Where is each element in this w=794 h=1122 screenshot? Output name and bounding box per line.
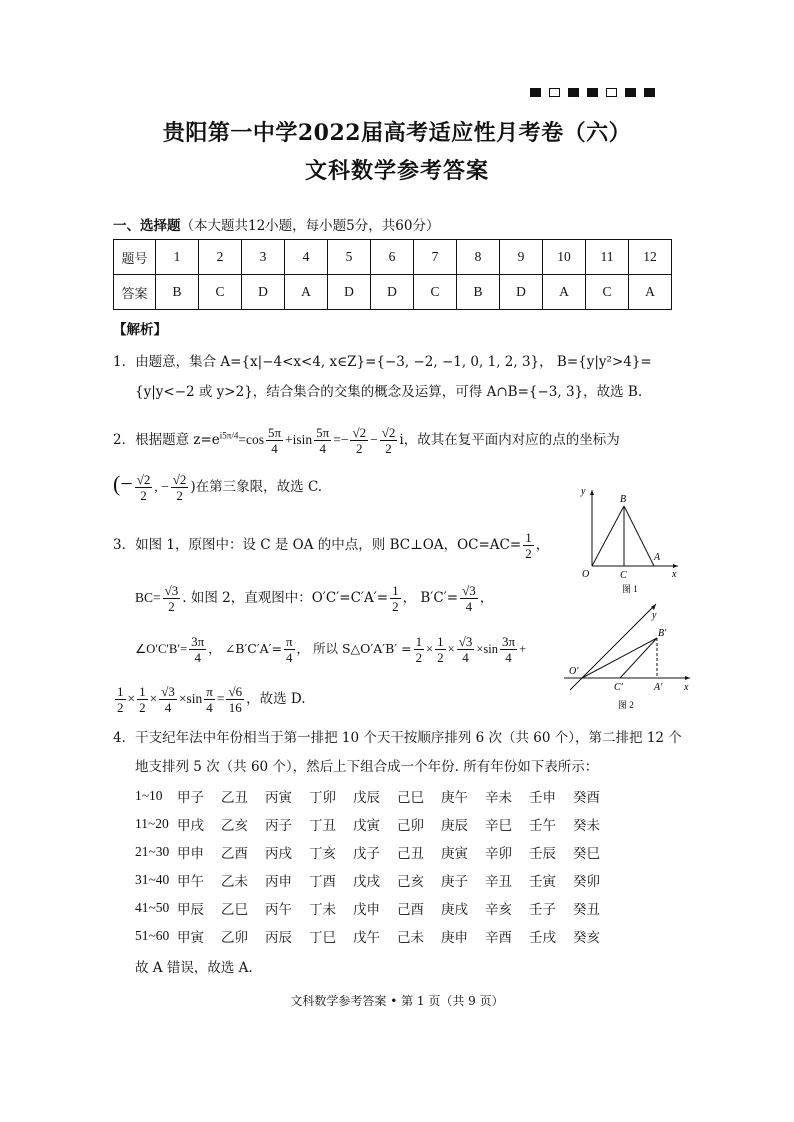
fig1-y-arrow — [590, 490, 594, 495]
fig1-label-a: A — [654, 552, 661, 563]
fraction — [266, 425, 283, 456]
ganzhi-item: 癸亥 — [573, 930, 600, 946]
answer-table-header-row — [114, 240, 672, 275]
q3-text: ， ∠B′C′A′= — [208, 641, 282, 656]
ganzhi-range: 11~20 — [135, 816, 169, 831]
ganzhi-item: 癸卯 — [573, 874, 600, 890]
answer-cell: D — [328, 275, 371, 310]
ganzhi-item: 壬寅 — [529, 874, 556, 890]
q3-text: = — [216, 691, 225, 706]
header-mark-square — [587, 88, 598, 97]
frac-den: 2 — [176, 488, 183, 503]
frac-den: 2 — [415, 650, 423, 665]
frac-den: 16 — [228, 700, 242, 715]
frac-den: 4 — [462, 650, 469, 665]
fraction — [500, 634, 517, 665]
question-number-cell: 7 — [414, 240, 457, 275]
frac-num: 3π — [191, 634, 205, 649]
q3-text: ， 所以 S△O′A′B′ = — [296, 641, 412, 656]
fig1-x-arrow — [673, 564, 678, 568]
question-number-cell: 8 — [457, 240, 500, 275]
fraction — [457, 634, 475, 665]
ganzhi-item: 己酉 — [397, 902, 424, 918]
frac-num: √3 — [458, 634, 473, 649]
ganzhi-item: 丙戌 — [265, 846, 292, 862]
ganzhi-range: 51~60 — [135, 928, 170, 943]
ganzhi-item: 戊子 — [353, 846, 380, 862]
question-number-cell: 6 — [371, 240, 414, 275]
fraction — [314, 425, 331, 456]
ganzhi-row — [135, 838, 617, 866]
ganzhi-item: 己亥 — [397, 874, 424, 890]
frac-den: 4 — [206, 700, 213, 715]
fig1-segment-ob — [592, 506, 624, 566]
ganzhi-item: 庚午 — [441, 790, 468, 806]
ganzhi-item: 丁巳 — [309, 930, 336, 946]
q3-text: ， B′C′= — [402, 590, 459, 606]
frac-num: √2 — [172, 472, 187, 487]
ganzhi-item: 甲戌 — [177, 818, 204, 834]
ganzhi-item: 庚戌 — [441, 902, 468, 918]
ganzhi-item: 癸未 — [573, 818, 600, 834]
figure-1 — [572, 480, 692, 595]
q3-line3 — [135, 634, 526, 665]
frac-den: 2 — [392, 599, 399, 614]
frac-den: 4 — [319, 441, 326, 456]
q3-line1 — [113, 530, 549, 561]
ganzhi-item: 丁卯 — [309, 790, 336, 806]
ganzhi-item: 戊戌 — [353, 874, 380, 890]
answer-table-row-label: 题号 — [114, 240, 156, 275]
q2-text: +isin — [285, 432, 313, 447]
fig2-label-y: y — [652, 610, 657, 621]
fraction — [380, 425, 398, 456]
fig1-label-o: O — [582, 569, 590, 580]
figure-2 — [560, 598, 695, 713]
answer-cell: C — [199, 275, 242, 310]
ganzhi-item: 乙巳 — [221, 902, 248, 918]
q4-conclusion: 故 A 错误，故选 A. — [135, 960, 253, 976]
section-note: （本大题共12小题，每小题5分，共60分） — [180, 218, 440, 234]
answer-table-row-label: 答案 — [114, 275, 156, 310]
ganzhi-item: 甲申 — [177, 846, 204, 862]
answer-table — [113, 239, 672, 310]
ganzhi-item: 戊申 — [353, 902, 380, 918]
ganzhi-item: 戊辰 — [353, 790, 380, 806]
answer-cell: C — [586, 275, 629, 310]
frac-num: √3 — [462, 583, 476, 598]
answer-cell: B — [457, 275, 500, 310]
ganzhi-item: 丁未 — [309, 902, 336, 918]
ganzhi-item: 庚申 — [441, 930, 468, 946]
ganzhi-item: 乙丑 — [221, 790, 248, 806]
q2-text: =− — [333, 432, 349, 447]
ganzhi-item: 戊午 — [353, 930, 380, 946]
ganzhi-item: 甲辰 — [177, 902, 204, 918]
frac-num: √3 — [161, 684, 175, 699]
q3-text: × — [447, 642, 455, 656]
ganzhi-item: 壬子 — [529, 902, 556, 918]
header-mark-square — [625, 88, 636, 97]
ganzhi-item: 乙酉 — [221, 846, 248, 862]
ganzhi-item: 己巳 — [397, 790, 424, 806]
frac-num: π — [285, 634, 293, 649]
answer-cell: A — [285, 275, 328, 310]
fig1-label-b: B — [620, 494, 627, 505]
question-number-cell: 5 — [328, 240, 371, 275]
ganzhi-item: 丙寅 — [265, 790, 292, 806]
q2-text: =cos — [238, 432, 264, 447]
fraction — [137, 684, 148, 715]
fig2-segment-ob — [582, 638, 657, 678]
q2-text: , − — [154, 479, 169, 494]
fig1-label-y: y — [581, 486, 586, 497]
ganzhi-item: 丙申 — [265, 874, 292, 890]
frac-den: 2 — [139, 700, 146, 715]
fraction — [163, 583, 181, 614]
ganzhi-item: 癸酉 — [573, 790, 600, 806]
question-number-cell: 3 — [242, 240, 285, 275]
ganzhi-item: 辛巳 — [485, 818, 512, 834]
ganzhi-item: 辛未 — [485, 790, 512, 806]
q4-line2: 地支排列 5 次（共 60 个），然后上下组合成一个年份. 所有年份如下表所示： — [135, 759, 599, 775]
q1-line2: {y|y<−2 或 y>2}，结合集合的交集的概念及运算，可得 A∩B={−3, 3}，故选 B. — [135, 384, 643, 400]
answer-cell: A — [543, 275, 586, 310]
frac-den: 4 — [271, 441, 278, 456]
answer-cell: D — [242, 275, 285, 310]
fraction — [189, 634, 206, 665]
q3-text: ∠O′C′B′= — [135, 642, 188, 656]
ganzhi-item: 丙子 — [265, 818, 292, 834]
frac-den: 4 — [505, 650, 512, 665]
ganzhi-item: 己未 — [397, 930, 424, 946]
frac-num: π — [206, 684, 213, 699]
ganzhi-item: 乙亥 — [221, 818, 248, 834]
ganzhi-row — [135, 922, 617, 950]
frac-den: 2 — [140, 488, 147, 503]
fraction — [135, 472, 153, 503]
ganzhi-item: 戊寅 — [353, 818, 380, 834]
fig1-segment-ba — [624, 506, 654, 566]
ganzhi-item: 丁亥 — [309, 846, 336, 862]
q2-text: )在第三象限，故选 C. — [190, 479, 323, 495]
q3-line4 — [113, 684, 306, 715]
q2-text: − — [370, 432, 378, 447]
header-mark-square — [549, 88, 560, 97]
answer-cell: D — [371, 275, 414, 310]
ganzhi-item: 辛酉 — [485, 930, 512, 946]
fraction — [159, 684, 177, 715]
question-number-cell: 4 — [285, 240, 328, 275]
fraction — [171, 472, 189, 503]
q2-text: i，故其在复平面内对应的点的坐标为 — [399, 432, 620, 448]
ganzhi-item: 壬戌 — [529, 930, 556, 946]
answer-table-answer-row — [114, 275, 672, 310]
frac-num: 3π — [502, 634, 516, 649]
ganzhi-item: 庚寅 — [441, 846, 468, 862]
header-mark-square — [568, 88, 579, 97]
fig1-caption: 图 1 — [622, 584, 638, 594]
frac-num: 1 — [139, 684, 146, 699]
ganzhi-row — [135, 894, 617, 922]
frac-num: 1 — [437, 634, 444, 649]
fig2-label-c: C′ — [614, 682, 623, 693]
ganzhi-item: 癸丑 — [573, 902, 600, 918]
ganzhi-item: 庚辰 — [441, 818, 468, 834]
ganzhi-range: 41~50 — [135, 900, 170, 915]
answer-cell: D — [500, 275, 543, 310]
q3-text: ×sin — [178, 691, 203, 706]
section-title: 一、选择题 — [113, 218, 181, 234]
frac-num: √3 — [164, 583, 179, 598]
q3-text: ， — [535, 537, 550, 553]
question-number-cell: 11 — [586, 240, 629, 275]
question-number-cell: 2 — [199, 240, 242, 275]
ganzhi-item: 壬辰 — [529, 846, 556, 862]
ganzhi-table — [135, 782, 617, 950]
fraction — [460, 583, 478, 614]
frac-num: 1 — [415, 634, 423, 649]
ganzhi-item: 丁丑 — [309, 818, 336, 834]
frac-den: 2 — [356, 441, 363, 456]
fig2-label-o: O′ — [569, 666, 579, 677]
answer-cell: B — [156, 275, 199, 310]
q3-text: + — [519, 642, 527, 656]
q3-text: BC= — [135, 590, 161, 605]
fig1-label-x: x — [672, 569, 677, 580]
ganzhi-item: 乙未 — [221, 874, 248, 890]
frac-num: 5π — [267, 425, 282, 440]
fig2-x-arrow — [685, 676, 690, 680]
ganzhi-item: 癸巳 — [573, 846, 600, 862]
q1-line1: 1．由题意，集合 A={x|−4<x<4, x∈Z}={−3, −2, −1, 0, 1, 2, 3}， B={y|y²>4}= — [113, 354, 652, 370]
ganzhi-item: 丙午 — [265, 902, 292, 918]
frac-num: 1 — [117, 684, 124, 699]
frac-den: 4 — [465, 599, 473, 614]
q3-text: × — [149, 691, 158, 706]
frac-den: 2 — [437, 650, 444, 665]
ganzhi-item: 甲子 — [177, 790, 204, 806]
frac-num: 1 — [525, 530, 532, 545]
fraction — [390, 583, 401, 614]
frac-den: 2 — [117, 700, 124, 715]
frac-num: √2 — [352, 425, 367, 440]
frac-den: 4 — [194, 650, 201, 665]
page-title: 贵阳第一中学2022届高考适应性月考卷（六） — [162, 120, 632, 146]
frac-num: √6 — [228, 684, 243, 699]
fig2-segment-cb — [620, 638, 657, 678]
ganzhi-range: 31~40 — [135, 872, 170, 887]
ganzhi-item: 甲寅 — [177, 930, 204, 946]
answer-cell: A — [629, 275, 672, 310]
fig2-caption: 图 2 — [618, 700, 634, 710]
q3-line2 — [135, 583, 493, 614]
q3-text: ×sin — [476, 642, 498, 656]
fraction — [115, 684, 126, 715]
fraction — [414, 634, 425, 665]
ganzhi-range: 21~30 — [135, 844, 170, 859]
fraction — [284, 634, 295, 665]
question-number-cell: 9 — [500, 240, 543, 275]
q2-exponent: i5π/4 — [219, 430, 239, 441]
ganzhi-item: 己卯 — [397, 818, 424, 834]
q2-line2 — [113, 472, 322, 503]
q3-text: 3．如图 1，原图中：设 C 是 OA 的中点，则 BC⊥OA，OC=AC= — [113, 537, 522, 553]
frac-den: 2 — [385, 441, 392, 456]
ganzhi-item: 庚子 — [441, 874, 468, 890]
q4-line1: 4．干支纪年法中年份相当于第一排把 10 个天干按顺序排列 6 次（共 60 个），第二排把 12 个 — [113, 730, 682, 746]
answer-cell: C — [414, 275, 457, 310]
ganzhi-row — [135, 866, 617, 894]
q2-line1 — [113, 425, 620, 456]
question-number-cell: 10 — [543, 240, 586, 275]
page-subtitle: 文科数学参考答案 — [304, 158, 489, 184]
ganzhi-item: 壬午 — [529, 818, 556, 834]
ganzhi-row — [135, 782, 617, 810]
q3-text: . 如图 2，直观图中：O′C′=C′A′= — [182, 590, 389, 606]
q3-text: × — [426, 642, 434, 656]
fraction — [226, 684, 244, 715]
frac-num: 5π — [316, 425, 330, 440]
q2-text: (− — [113, 471, 133, 496]
q3-text: ，故选 D. — [246, 691, 306, 707]
frac-num: √2 — [381, 425, 396, 440]
frac-den: 2 — [525, 546, 532, 561]
ganzhi-item: 乙卯 — [221, 930, 248, 946]
frac-den: 4 — [286, 650, 293, 665]
fraction — [435, 634, 446, 665]
header-mark-square — [606, 88, 617, 97]
fig2-label-a: A′ — [654, 682, 663, 693]
q3-text: ， — [479, 590, 494, 606]
question-number-cell: 12 — [629, 240, 672, 275]
frac-num: √2 — [136, 472, 151, 487]
ganzhi-item: 壬申 — [529, 790, 556, 806]
ganzhi-item: 辛丑 — [485, 874, 512, 890]
section-heading — [113, 214, 439, 234]
fraction — [523, 530, 534, 561]
header-mark-square — [644, 88, 655, 97]
ganzhi-item: 辛卯 — [485, 846, 512, 862]
q3-text: × — [127, 691, 136, 706]
ganzhi-item: 丙辰 — [265, 930, 292, 946]
frac-num: 1 — [392, 583, 399, 598]
ganzhi-row — [135, 810, 617, 838]
fraction — [350, 425, 368, 456]
q2-text: 2．根据题意 z=e — [113, 432, 220, 448]
ganzhi-item: 丁酉 — [309, 874, 336, 890]
ganzhi-item: 甲午 — [177, 874, 204, 890]
frac-den: 2 — [168, 599, 175, 614]
fig1-label-c: C — [620, 570, 627, 581]
question-number-cell: 1 — [156, 240, 199, 275]
page-footer: 文科数学参考答案 • 第 1 页（共 9 页） — [290, 994, 504, 1008]
fig2-label-x: x — [684, 682, 689, 693]
ganzhi-range: 1~10 — [135, 788, 163, 803]
fig2-label-b: B′ — [658, 628, 667, 639]
ganzhi-item: 己丑 — [397, 846, 424, 862]
fraction — [204, 684, 215, 715]
frac-den: 4 — [164, 700, 172, 715]
header-marks — [530, 88, 655, 97]
header-mark-square — [530, 88, 541, 97]
analysis-heading: 【解析】 — [113, 322, 167, 338]
ganzhi-item: 辛亥 — [485, 902, 512, 918]
